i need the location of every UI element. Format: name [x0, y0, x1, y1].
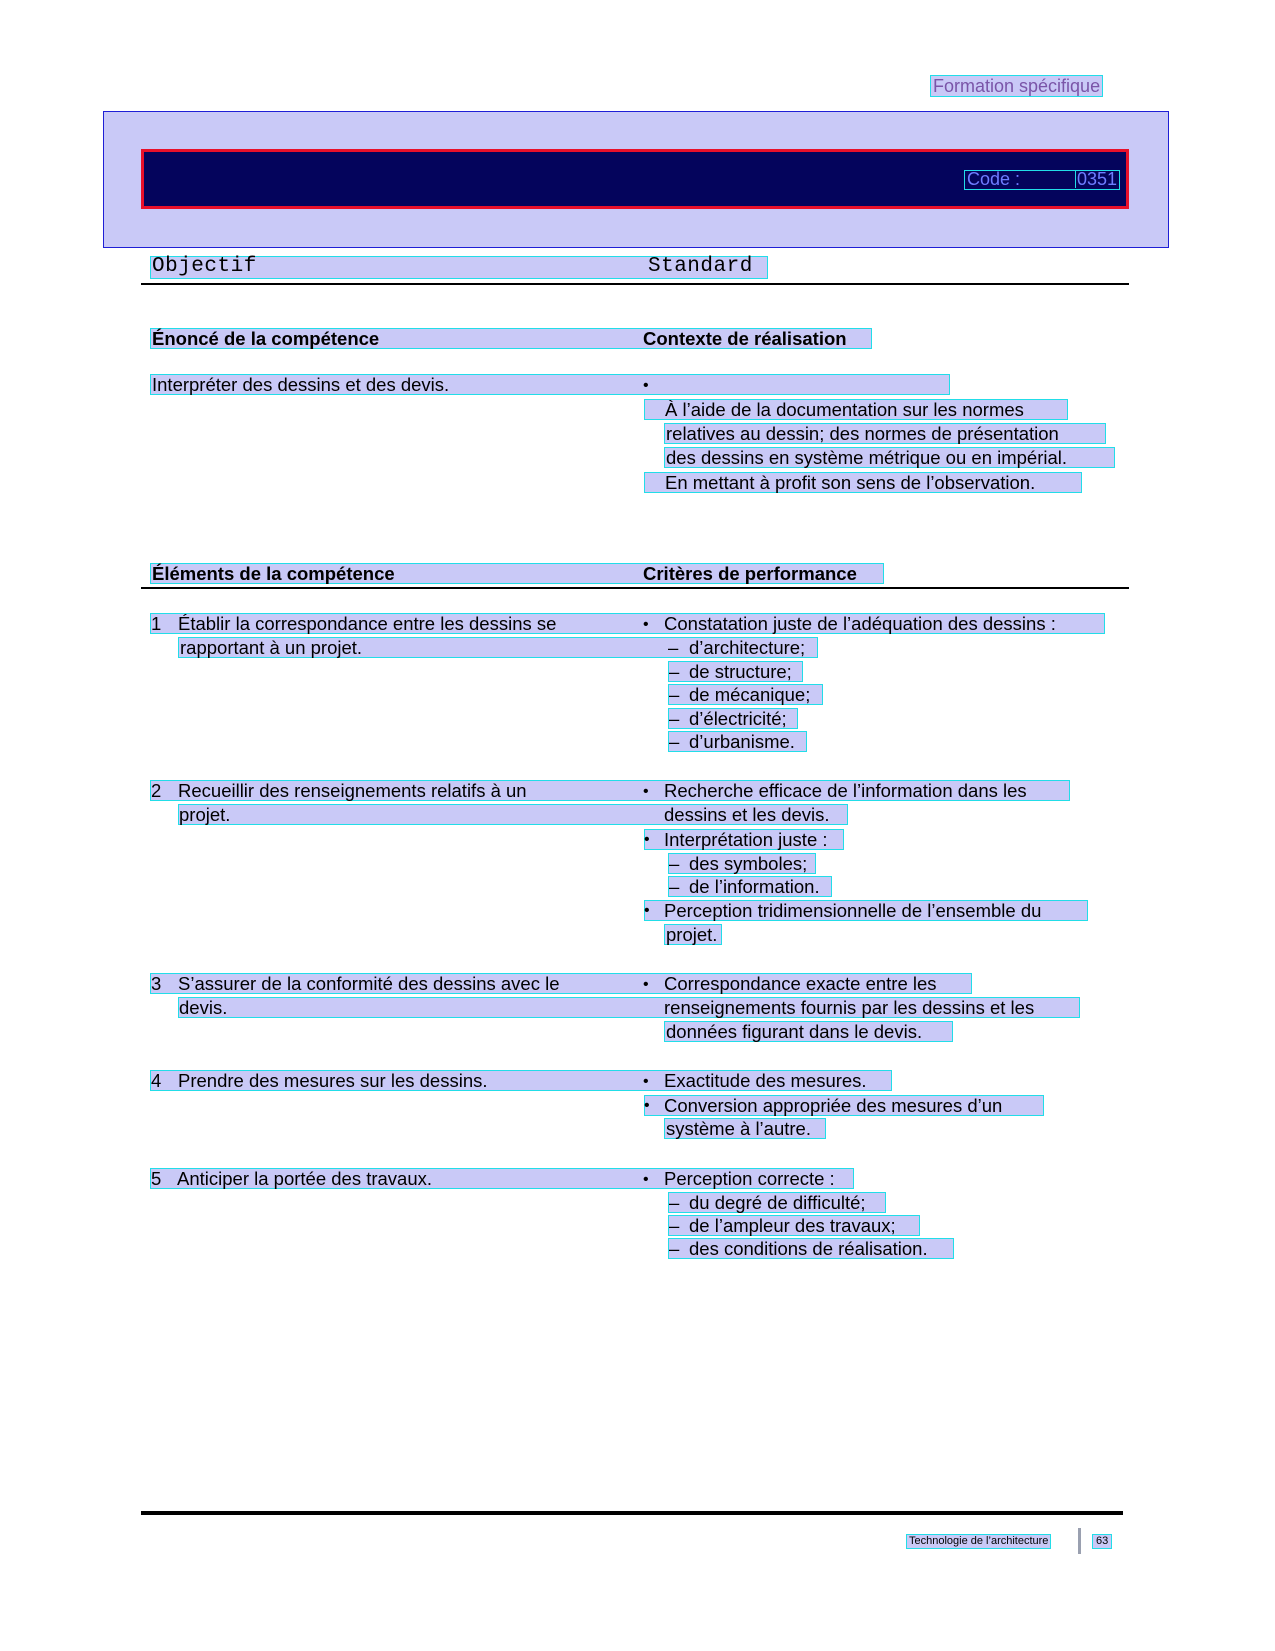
element-2-criterion-3-line-2: projet. [664, 924, 722, 945]
bullet-icon: • [643, 976, 649, 993]
dash-icon: – [669, 731, 680, 752]
code-value: 0351 [1076, 169, 1117, 189]
element-2-criterion-2: Interprétation juste : [664, 829, 828, 850]
element-3-line-2: devis. [179, 997, 228, 1018]
contexte-item-2-line-3: des dessins en système métrique ou en impérial. [664, 447, 1115, 468]
footer-separator [1078, 1528, 1081, 1554]
dash-icon: – [669, 1215, 680, 1236]
dash-icon: – [669, 661, 680, 682]
bullet-icon: • [644, 902, 650, 919]
code-label: Code : [967, 169, 1021, 189]
bullet-icon: • [643, 616, 649, 633]
criteres-heading: Critères de performance [643, 563, 857, 584]
contexte-item-2-line-1: À l’aide de la documentation sur les normes [644, 399, 1068, 420]
bullet-icon: • [643, 377, 649, 394]
contexte-item-3: En mettant à profit son sens de l’observation. [644, 472, 1082, 493]
element-4-criterion-2-line-2: système à l’autre. [664, 1118, 826, 1139]
element-1-sub-3: de mécanique; [689, 684, 811, 705]
element-3-number: 3 [151, 973, 162, 994]
element-1-criterion-1: Constatation juste de l’adéquation des dessins : [664, 613, 1056, 634]
element-2-criterion-1-line-1: Recherche efficace de l’information dans les [664, 780, 1027, 801]
element-5-sub-3: des conditions de réalisation. [689, 1238, 928, 1259]
enonce-text: Interpréter des dessins et des devis. [150, 374, 950, 395]
element-4-line-1: Prendre des mesures sur les dessins. [178, 1070, 488, 1091]
element-3-criterion-1-line-3: données figurant dans le devis. [664, 1021, 953, 1042]
element-4-criterion-1: Exactitude des mesures. [664, 1070, 867, 1091]
bullet-icon: • [643, 783, 649, 800]
element-5-criterion-1: Perception correcte : [664, 1168, 835, 1189]
header-rule [141, 283, 1129, 285]
dash-icon: – [669, 876, 680, 897]
dash-icon: – [669, 1192, 680, 1213]
dash-icon: – [669, 708, 680, 729]
footer-title: Technologie de l’architecture [906, 1534, 1051, 1549]
page-number: 63 [1092, 1534, 1112, 1549]
element-2-sub-2: de l’information. [689, 876, 820, 897]
enonce-heading: Énoncé de la compétence [150, 328, 872, 349]
element-2-number: 2 [151, 780, 162, 801]
element-4-criterion-2-line-1: Conversion appropriée des mesures d’un [664, 1095, 1003, 1116]
dash-icon: – [668, 637, 679, 658]
element-1-sub-2: de structure; [689, 661, 792, 682]
objectif-label: Objectif [150, 256, 768, 279]
element-5-number: 5 [151, 1168, 162, 1189]
element-2-criterion-1-line-2: dessins et les devis. [664, 804, 830, 825]
footer-rule [141, 1511, 1123, 1515]
running-head: Formation spécifique [930, 75, 1103, 97]
element-3-line-1: S’assurer de la conformité des dessins avec le [178, 973, 560, 994]
element-5-sub-1: du degré de difficulté; [689, 1192, 866, 1213]
element-2-sub-1: des symboles; [689, 853, 808, 874]
contexte-heading: Contexte de réalisation [643, 328, 847, 349]
element-1-number: 1 [151, 613, 162, 634]
bullet-icon: • [644, 1097, 650, 1114]
element-2-line-1: Recueillir des renseignements relatifs à un [178, 780, 527, 801]
element-2-criterion-3-line-1: Perception tridimensionnelle de l’ensemble du [664, 900, 1042, 921]
element-3-criterion-1-line-1: Correspondance exacte entre les [664, 973, 937, 994]
element-1-line-1: Établir la correspondance entre les dessins se [178, 613, 557, 634]
standard-label: Standard [648, 255, 753, 278]
competency-code [964, 170, 1120, 190]
element-4-number: 4 [151, 1070, 162, 1091]
contexte-item-2-line-2: relatives au dessin; des normes de présentation [664, 423, 1106, 444]
element-1-sub-1: d’architecture; [689, 637, 806, 658]
element-1-sub-5: d’urbanisme. [689, 731, 795, 752]
element-1-line-2: rapportant à un projet. [178, 637, 818, 658]
element-5-line-1: Anticiper la portée des travaux. [177, 1168, 433, 1189]
code-divider [1075, 171, 1076, 188]
bullet-icon: • [644, 831, 650, 848]
element-3-criterion-1-line-2: renseignements fournis par les dessins et les [664, 997, 1035, 1018]
bullet-icon: • [643, 1073, 649, 1090]
dash-icon: – [669, 853, 680, 874]
dash-icon: – [669, 684, 680, 705]
element-5-sub-2: de l’ampleur des travaux; [689, 1215, 896, 1236]
bullet-icon: • [643, 1171, 649, 1188]
element-2-line-2: projet. [179, 804, 231, 825]
dash-icon: – [669, 1238, 680, 1259]
elements-heading: Éléments de la compétence [150, 563, 884, 584]
element-1-sub-4: d’électricité; [689, 708, 787, 729]
elements-rule [141, 587, 1129, 589]
